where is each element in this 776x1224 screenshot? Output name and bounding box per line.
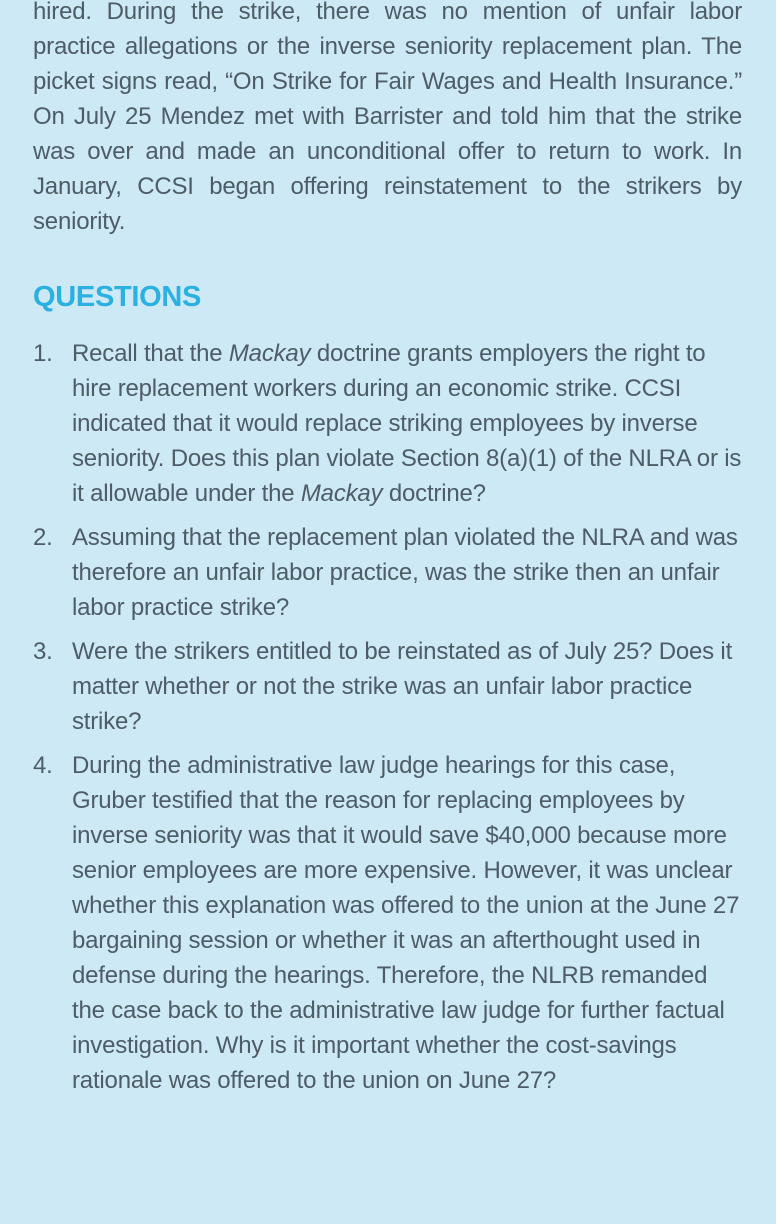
intro-paragraph: hired. During the strike, there was no mention of unfair labor practice allegations or the inverse seniority replacement plan. The picket signs read, “On Strike for Fair Wages and Health Insurance.” On July 25 Mendez met with Barrister and told him that the strike was over and made an unconditional offer to return to work. In January, CCSI began offering reinstatement to the strikers by seniority. (33, 0, 742, 235)
questions-heading: QUESTIONS (33, 281, 202, 313)
question-item-1 (33, 336, 742, 511)
question-text-segment: Were the strikers entitled to be reinstated as of July 25? Does it matter whether or not the strike was an unfair labor practice strike? (72, 638, 733, 735)
question-item-4 (33, 748, 742, 1098)
questions-list (33, 336, 742, 1098)
question-text-segment: During the administrative law judge hearings for this case, Gruber testified that the reason for replacing employees by inverse seniority was that it would save $40,000 because more senior employees are more expensive. However, it was unclear whether this explanation was offered to the union at the June 27 bargaining session or whether it was an afterthought used in defense during the hearings. Therefore, the NLRB remanded the case back to the administrative law judge for further factual investigation. Why is it important whether the cost-savings rationale was offered to the union on June 27? (72, 752, 740, 1094)
question-text-segment: doctrine? (382, 480, 486, 507)
question-text-segment: doctrine grants employers the right to hire replacement workers during an economic strike. CCSI indicated that it would replace striking employees by inverse seniority. Does this plan violate Section 8(a)(1) of the NLRA or is it allowable under the (72, 340, 742, 507)
question-text (72, 638, 732, 735)
question-text (72, 340, 741, 507)
question-item-3 (33, 634, 742, 739)
question-text (72, 752, 739, 1094)
question-number: 3. (33, 638, 53, 665)
question-number: 4. (33, 752, 53, 779)
question-item-2 (33, 520, 742, 625)
question-number: 2. (33, 524, 53, 551)
question-text (72, 524, 738, 621)
question-text-segment-italic: Mackay (300, 480, 383, 507)
question-text-segment-italic: Mackay (228, 340, 311, 367)
question-text-segment: Assuming that the replacement plan violated the NLRA and was therefore an unfair labor practice, was the strike then an unfair labor practice strike? (72, 524, 738, 621)
question-number: 1. (33, 340, 53, 367)
question-text-segment: Recall that the (72, 340, 229, 367)
